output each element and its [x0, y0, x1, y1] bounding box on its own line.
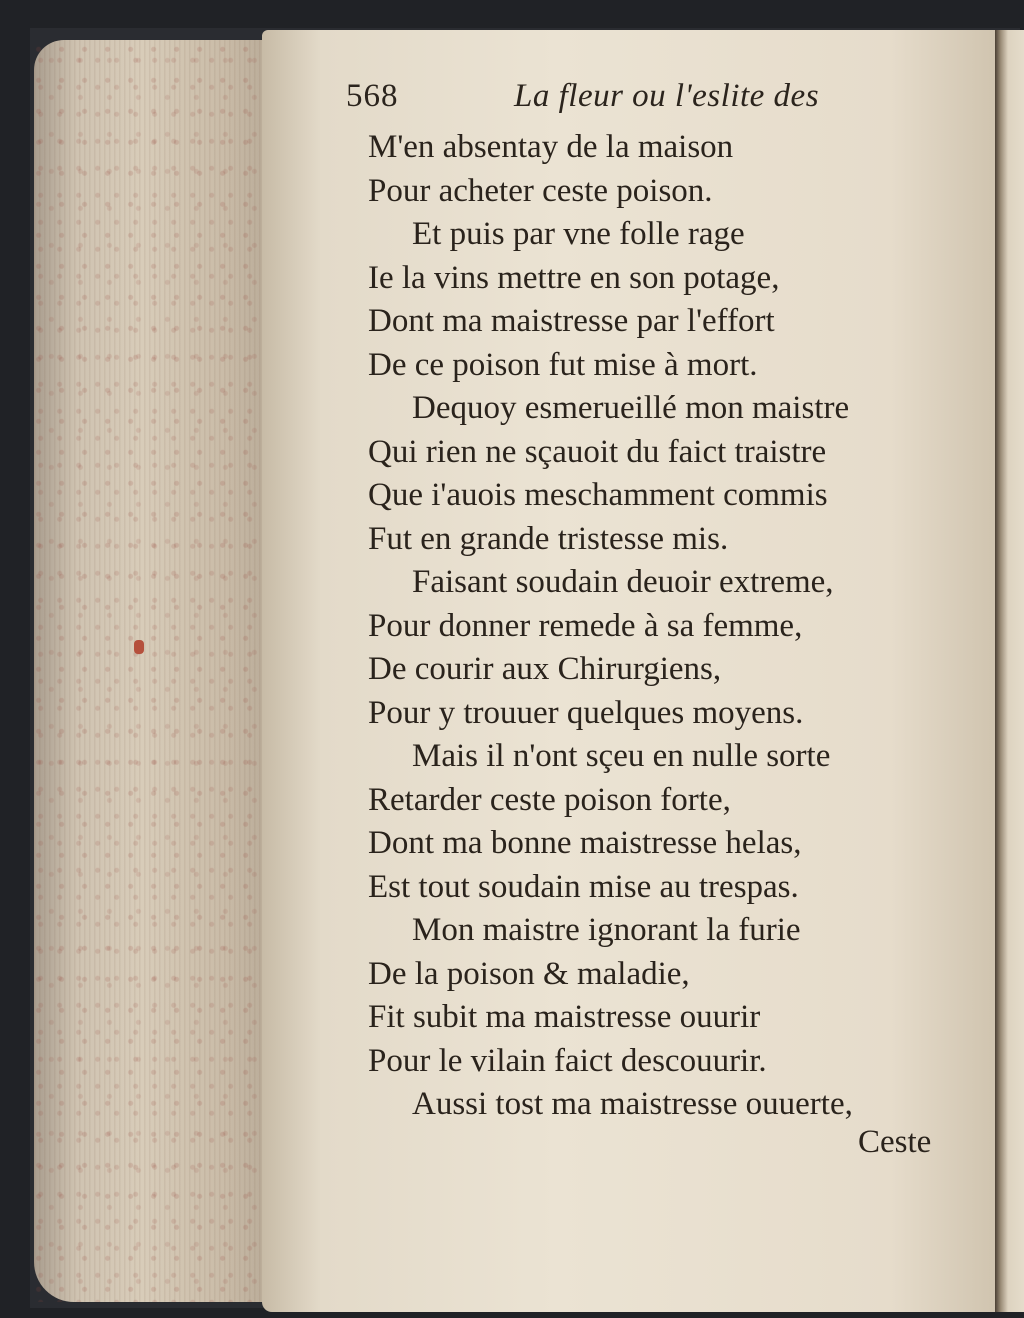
page-number: 568: [346, 78, 399, 114]
verse-line: Pour donner remede à sa femme,: [368, 607, 803, 644]
verse-block: [368, 126, 968, 1127]
verse-line: De ce poison fut mise à mort.: [368, 346, 758, 383]
verse-line: Faisant soudain deuoir extreme,: [412, 564, 834, 600]
catchword: Ceste: [858, 1124, 932, 1160]
verse-line: Dont ma bonne maistresse helas,: [368, 825, 802, 861]
verse-line: Fut en grande tristesse mis.: [368, 520, 729, 557]
verse-line: Dont ma maistresse par l'effort: [368, 303, 775, 339]
red-edge-mark: [134, 640, 144, 654]
verse-line: Mon maistre ignorant la furie: [412, 912, 801, 948]
book-gutter: [995, 30, 1024, 1312]
verse-line: De courir aux Chirurgiens,: [368, 651, 722, 687]
verse-line: De la poison & maladie,: [368, 955, 690, 992]
verse-line: Aussi tost ma maistresse ouuerte,: [412, 1086, 853, 1122]
verse-line: M'en absentay de la maison: [368, 129, 734, 165]
verse-line: Que i'auois meschamment commis: [368, 477, 828, 513]
verse-line: Pour acheter ceste poison.: [368, 172, 713, 209]
verse-line: Fit subit ma maistresse ouurir: [368, 999, 761, 1035]
verse-line: Qui rien ne sçauoit du faict traistre: [368, 433, 827, 470]
verse-line: Ie la vins mettre en son potage,: [368, 259, 780, 296]
verse-line: Retarder ceste poison forte,: [368, 781, 731, 818]
verse-line: Et puis par vne folle rage: [412, 216, 745, 252]
running-title: La fleur ou l'eslite des: [514, 78, 820, 114]
verse-line: Est tout soudain mise au trespas.: [368, 868, 799, 905]
running-head: [346, 78, 946, 124]
verse-line: Mais il n'ont sçeu en nulle sorte: [412, 738, 831, 774]
page-edge-speckle: [34, 40, 274, 1302]
verse-line: Dequoy esmerueillé mon maistre: [412, 390, 850, 426]
verse-line: Pour le vilain faict descouurir.: [368, 1042, 767, 1079]
book-fore-edge: [34, 40, 274, 1302]
verse-line: Pour y trouuer quelques moyens.: [368, 694, 804, 731]
